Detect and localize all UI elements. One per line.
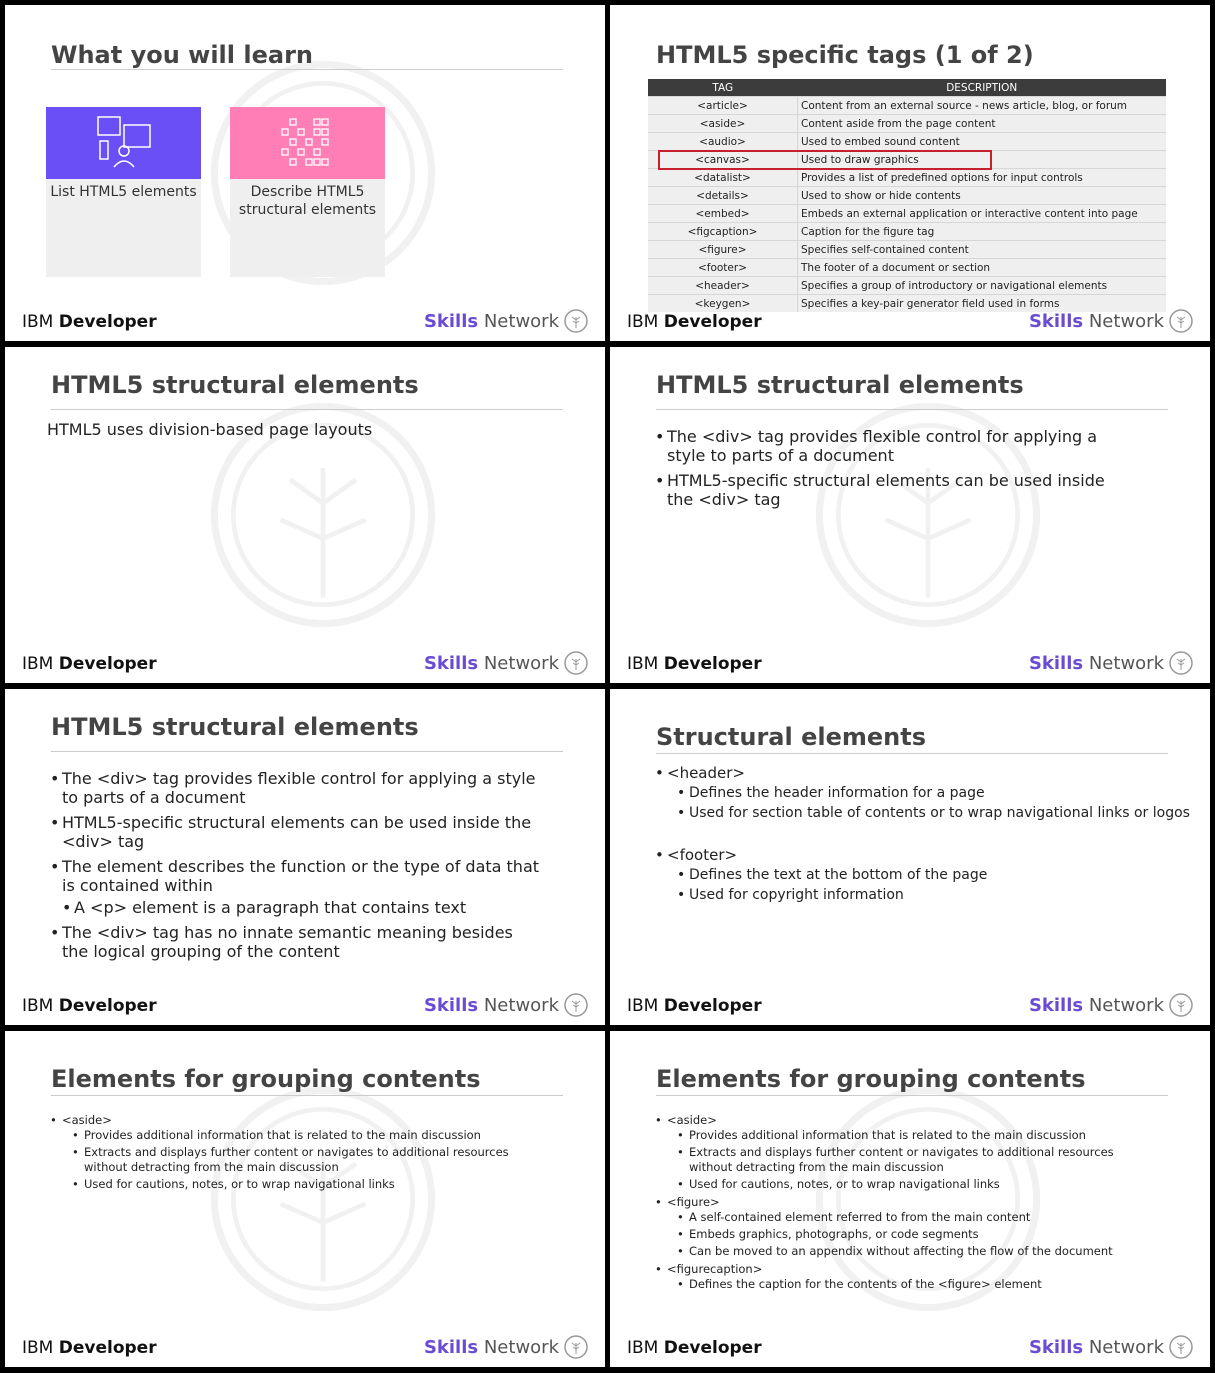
slide-title: Structural elements [656,723,926,751]
description-cell: The footer of a document or section [798,259,1167,277]
ibm-developer-logo: IBM Developer [627,996,762,1016]
bullet-list [655,763,1195,783]
slide-what-you-will-learn[interactable] [5,5,605,341]
ibm-developer-logo: IBM Developer [627,312,762,332]
table-row [648,277,1166,295]
sub-list [677,1210,1155,1259]
grouping-list [50,1113,550,1192]
sub-list-item: • Provides additional information that is related to the main discussion [677,1128,1155,1143]
table-row [648,259,1166,277]
table-row [648,115,1166,133]
skills-network-logo: Skills Network [423,653,559,674]
skills-network-logo: Skills Network [1028,653,1164,674]
skills-network-logo: Skills Network [1028,311,1164,332]
skills-network-icon [563,650,589,676]
bullet-list [655,1195,1155,1210]
grid-blocks-icon [230,107,385,179]
skills-network-logo: Skills Network [423,995,559,1016]
slide-structural-elements[interactable] [610,689,1210,1025]
list-item: • HTML5-specific structural elements can be used inside the <div> tag [50,813,540,851]
tag-cell: <aside> [648,115,798,133]
skills-network-icon [1168,992,1194,1018]
skills-network-icon [563,1334,589,1360]
slide-title: HTML5 structural elements [51,371,419,399]
tag-cell: <figcaption> [648,223,798,241]
title-rule [656,1095,1168,1096]
skills-network-icon [563,992,589,1018]
table-row [648,295,1166,313]
tag-cell: <audio> [648,133,798,151]
slide-grouping-contents-1[interactable] [5,1031,605,1367]
title-rule [51,1095,563,1096]
structural-list [655,763,1195,905]
ibm-developer-logo: IBM Developer [22,312,157,332]
ibm-developer-logo: IBM Developer [627,654,762,674]
bullet-list [655,1113,1155,1128]
list-item: • <footer> [655,845,1195,865]
tag-cell: <article> [648,97,798,115]
title-rule [656,409,1168,410]
slide-grouping-contents-2[interactable] [610,1031,1210,1367]
column-header-description: DESCRIPTION [798,79,1167,97]
bullet-list [50,769,540,961]
slide-title: Elements for grouping contents [51,1065,481,1093]
skills-network-icon [1168,650,1194,676]
skills-network-icon [1168,1334,1194,1360]
tag-cell: <canvas> [648,151,798,169]
list-item: • <header> [655,763,1195,783]
sub-list-item: • Embeds graphics, photographs, or code segments [677,1227,1155,1242]
sub-list-item: • A <p> element is a paragraph that contains text [62,898,540,917]
sub-list-item: • Used for cautions, notes, or to wrap navigational links [677,1177,1155,1192]
skills-network-logo: Skills Network [1028,1337,1164,1358]
sub-list-item: • Provides additional information that is related to the main discussion [72,1128,550,1143]
sub-list [677,1128,1155,1192]
highlight-box [658,150,992,170]
description-cell: Content aside from the page content [798,115,1167,133]
title-rule [51,409,563,410]
description-cell: Specifies a group of introductory or navigational elements [798,277,1167,295]
slide-title: Elements for grouping contents [656,1065,1086,1093]
list-item: • The <div> tag has no innate semantic meaning besides the logical grouping of the content [50,923,540,961]
title-rule [51,69,563,70]
slide-title: HTML5 structural elements [656,371,1024,399]
sub-list-item: • Used for copyright information [677,885,1195,905]
tag-cell: <embed> [648,205,798,223]
slide-title: HTML5 structural elements [51,713,419,741]
sub-list-item: • Defines the text at the bottom of the page [677,865,1195,885]
sub-list-item: • Used for section table of contents or to wrap navigational links or logos [677,803,1195,823]
description-cell: Used to embed sound content [798,133,1167,151]
list-item: • The element describes the function or the type of data that is contained within [50,857,540,895]
bullet-list [655,427,1135,509]
card-label: List HTML5 elements [50,184,197,200]
table-header-row [648,79,1166,97]
card-label: Describe HTML5 structural elements [238,184,377,218]
list-item: • <figure> [655,1195,1155,1210]
learn-card-list-elements [46,107,201,277]
ibm-developer-logo: IBM Developer [22,996,157,1016]
slide-title: What you will learn [51,41,313,69]
description-cell: Used to show or hide contents [798,187,1167,205]
body-text: HTML5 uses division-based page layouts [47,420,373,439]
sub-list-item: • Used for cautions, notes, or to wrap navigational links [72,1177,550,1192]
description-cell: Caption for the figure tag [798,223,1167,241]
sub-list-item: • Extracts and displays further content or navigates to additional resources without detracting from the main discussion [677,1145,1155,1175]
skills-network-logo: Skills Network [423,311,559,332]
sub-list [72,1128,550,1192]
sub-list [677,865,1195,905]
card-band [230,107,385,179]
ibm-developer-logo: IBM Developer [627,1338,762,1358]
card-band [46,107,201,179]
tag-cell: <details> [648,187,798,205]
list-item: • <figurecaption> [655,1262,1155,1277]
description-cell: Used to draw graphics [798,151,1167,169]
table-row [648,205,1166,223]
table-row [648,187,1166,205]
description-cell: Provides a list of predefined options for input controls [798,169,1167,187]
description-cell: Specifies a key-pair generator field used in forms [798,295,1167,313]
ibm-developer-logo: IBM Developer [22,654,157,674]
list-item: • <aside> [655,1113,1155,1128]
sub-list-item: • Extracts and displays further content or navigates to additional resources without detracting from the main discussion [72,1145,550,1175]
learn-card-describe-structural [230,107,385,277]
title-rule [656,753,1168,754]
slide-html5-structural-2[interactable] [610,347,1210,683]
description-cell: Specifies self-contained content [798,241,1167,259]
ibm-developer-logo: IBM Developer [22,1338,157,1358]
tag-cell: <footer> [648,259,798,277]
sub-list-item: • Defines the caption for the contents of the <figure> element [677,1277,1155,1292]
list-item: • HTML5-specific structural elements can be used inside the <div> tag [655,471,1135,509]
sub-list-item: • Can be moved to an appendix without affecting the flow of the document [677,1244,1155,1259]
table-row [648,133,1166,151]
description-cell: Content from an external source - news article, blog, or forum [798,97,1167,115]
list-item: • <aside> [50,1113,550,1128]
skills-network-logo: Skills Network [423,1337,559,1358]
tag-cell: <header> [648,277,798,295]
bullet-list [655,1262,1155,1277]
tag-cell: <datalist> [648,169,798,187]
slide-title: HTML5 specific tags (1 of 2) [656,41,1034,69]
developer-screens-icon [46,107,201,179]
column-header-tag: TAG [648,79,798,97]
title-rule [51,751,563,752]
skills-network-logo: Skills Network [1028,995,1164,1016]
bullet-list [50,1113,550,1128]
description-cell: Embeds an external application or interactive content into page [798,205,1167,223]
tag-cell: <figure> [648,241,798,259]
sub-list [677,1277,1155,1292]
sub-list-item: • Defines the header information for a page [677,783,1195,803]
table-row [648,97,1166,115]
sub-list [677,783,1195,823]
tag-cell: <keygen> [648,295,798,313]
table-row [648,223,1166,241]
list-item: • The <div> tag provides flexible control for applying a style to parts of a document [50,769,540,807]
slide-html5-structural-3[interactable] [5,689,605,1025]
skills-network-icon [563,308,589,334]
list-item: • The <div> tag provides flexible control for applying a style to parts of a document [655,427,1135,465]
tags-table [648,79,1166,312]
skills-network-icon [1168,308,1194,334]
slide-html5-specific-tags[interactable] [610,5,1210,341]
grouping-list [655,1113,1155,1292]
bullet-list [655,845,1195,865]
table-row [648,169,1166,187]
slide-html5-structural-1[interactable] [5,347,605,683]
sub-list-item: • A self-contained element referred to from the main content [677,1210,1155,1225]
table-row [648,241,1166,259]
